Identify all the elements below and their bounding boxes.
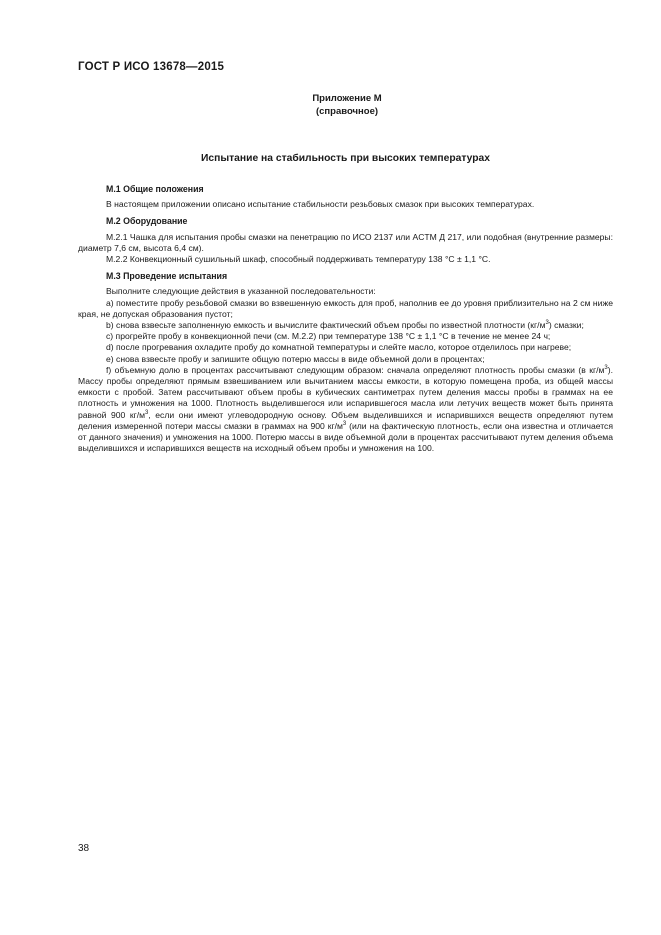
appendix-note: (справочное) — [315, 106, 379, 117]
section-heading-m1: М.1 Общие положения — [106, 184, 204, 194]
list-item-c: с) прогрейте пробу в конвекционной печи (см. М.2.2) при температуре 138 °C ± 1,1 °C в течение не менее 24 ч; — [106, 331, 551, 342]
paragraph-m2-1: М.2.1 Чашка для испытания пробы смазки на пенетрацию по ИСО 2137 или ACTM Д 217, или подобная (внутренние размеры: диаметр 7,6 см, высота 6,4 см). — [78, 231, 613, 253]
list-item-b: b) снова взвесьте заполненную емкость и вычислите фактический объем пробы по известной плотности $(кг/м^3)$ смазки; — [106, 320, 584, 331]
appendix-title: Приложение М — [312, 93, 382, 104]
list-item-f: f) объемную долю в процентах рассчитывают следующим образом: сначала определяют плотность пробы смазки (в $кг/м^3$). Массу пробы определяют прямым взвешиванием или вычитанием массы емкости, в которую помещена проба, из общей массы емкости с пробой. Затем рассчитывают объем пробы в кубических сантиметрах путем деления массы пробы в граммах на ее плотность и умножения на 1000. Плотность выделившегося или испарившегося масла или летучих веществ может быть принята равной 900 $кг/м^3$, если они имеют углеводородную основу. Объем выделившихся и испарившихся веществ определяют путем деления измеренной потери массы смазки в граммах на 900 $кг/м^3$ (или на фактическую плотность, если она известна и отличается от данного значения) и умножения на 1000. Потерю массы в виде объемной доли в процентах рассчитывают путем деления объема выделившихся и испарившихся веществ на исходный объем пробы и умножения на 100. — [78, 364, 614, 454]
list-item-a: а) поместите пробу резьбовой смазки во взвешенную емкость для проб, наполнив ее до уровня приблизительно на 2 см ниже края, не допуская образования пустот; — [78, 297, 613, 319]
appendix-label — [240, 92, 454, 118]
paragraph-m3-intro: Выполните следующие действия в указанной последовательности: — [106, 286, 376, 297]
list-item-d: d) после прогревания охладите пробу до комнатной температуры и слейте масло, которое отделилось при нагреве; — [106, 342, 572, 353]
document-body — [78, 184, 613, 454]
standard-header: ГОСТ Р ИСО 13678—2015 — [78, 61, 225, 73]
paragraph-m2-2: М.2.2 Конвекционный сушильный шкаф, способный поддерживать температуру 138 °C ± 1,1 °C. — [106, 254, 491, 265]
page-number: 38 — [78, 843, 90, 854]
appendix-heading: Испытание на стабильность при высоких температурах — [200, 153, 490, 164]
paragraph-m1: В настоящем приложении описано испытание стабильности резьбовых смазок при высоких температурах. — [106, 199, 535, 210]
section-heading-m3: М.3 Проведение испытания — [106, 271, 228, 282]
section-heading-m2: М.2 Оборудование — [106, 216, 188, 227]
list-item-e: е) снова взвесьте пробу и запишите общую потерю массы в виде объемной доли в процентах; — [106, 353, 485, 364]
